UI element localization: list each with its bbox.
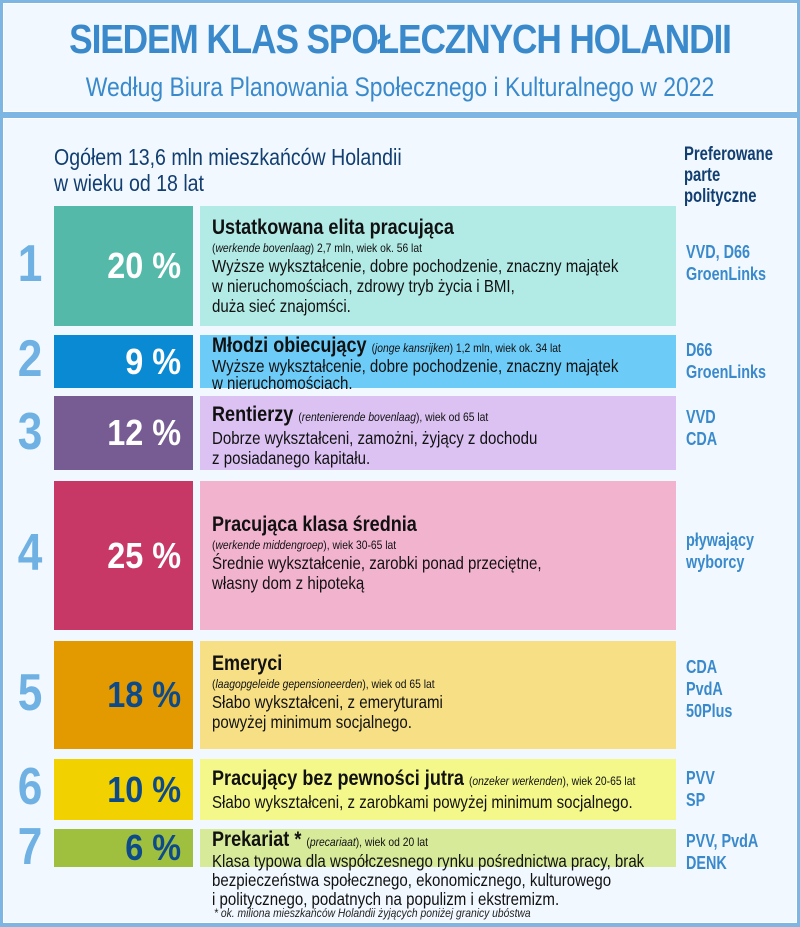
class-panel xyxy=(200,206,676,326)
party: GroenLinks xyxy=(686,264,767,284)
original-name: jonge kansrijken xyxy=(375,341,450,355)
class-name-text: Młodzi obiecujący xyxy=(212,334,367,357)
class-description xyxy=(212,553,542,593)
parties-header-line-3: polityczne xyxy=(684,186,757,207)
percent-box xyxy=(54,481,193,630)
class-original: (werkende bovenlaag) 2,7 mln, wiek ok. 56 lat xyxy=(212,241,422,255)
page-title: SIEDEM KLAS SPOŁECZNYCH HOLANDII xyxy=(69,16,731,62)
percent-box xyxy=(54,641,193,749)
description-line: Słabo wykształceni, z zarobkami powyżej minimum socjalnego. xyxy=(212,792,633,812)
class-text xyxy=(212,652,443,732)
party: VVD, D66 xyxy=(686,242,751,262)
class-row-1 xyxy=(4,206,798,326)
rank-number: 5 xyxy=(17,664,43,722)
class-name xyxy=(212,336,618,358)
original-name: werkende middengroep xyxy=(215,538,324,552)
description-line: w nieruchomościach, zdrowy tryb życia i BMI, xyxy=(212,276,515,296)
percent-value: 20 % xyxy=(107,245,181,286)
description-line: z posiadanego kapitału. xyxy=(212,448,371,468)
percent-box xyxy=(54,829,193,867)
parties-header-line-1: Preferowane xyxy=(684,144,773,165)
class-panel xyxy=(200,334,676,393)
description-line: i politycznego, podatnych na populizm i ekstremizm. xyxy=(212,889,560,909)
preferred-parties xyxy=(686,656,732,722)
class-row-6 xyxy=(4,759,798,820)
class-description xyxy=(212,256,618,316)
party: GroenLinks xyxy=(686,362,767,382)
description-line: własny dom z hipoteką xyxy=(212,573,365,593)
class-row-5 xyxy=(4,641,798,749)
description-line: Średnie wykształcenie, zarobki ponad przeciętne, xyxy=(212,553,542,573)
class-text xyxy=(212,216,618,316)
rank-number: 4 xyxy=(17,524,43,582)
class-details: , wiek od 65 lat xyxy=(419,410,489,424)
class-panel xyxy=(200,481,676,630)
class-description xyxy=(212,792,635,812)
rank-number: 7 xyxy=(17,818,43,876)
percent-box xyxy=(54,206,193,326)
preferred-parties xyxy=(686,767,715,811)
party: wyborcy xyxy=(686,552,745,572)
class-details: , wiek 30-65 lat xyxy=(326,538,397,552)
description-line: powyżej minimum socjalnego. xyxy=(212,712,412,732)
class-text xyxy=(212,768,635,812)
class-row-3 xyxy=(4,396,798,470)
preferred-parties xyxy=(686,406,717,450)
rank-number: 3 xyxy=(17,403,43,461)
original-name: laagopgeleide gepensioneerden xyxy=(215,677,363,691)
percent-box xyxy=(54,335,193,388)
party: VVD xyxy=(686,407,716,427)
main-panel xyxy=(3,118,797,923)
description-line: Wyższe wykształcenie, dobre pochodzenie, znaczny majątek xyxy=(212,256,619,276)
footnote: * ok. miliona mieszkańców Holandii żyjących poniżej granicy ubóstwa xyxy=(214,906,531,920)
preferred-parties xyxy=(686,339,766,383)
parties-header-line-2: parte xyxy=(684,165,721,186)
class-name-text: Pracujący bez pewności jutra xyxy=(212,767,464,790)
class-details: , wiek od 20 lat xyxy=(359,835,429,849)
percent-value: 9 % xyxy=(125,340,181,382)
party: PVV xyxy=(686,768,715,788)
preferred-parties xyxy=(686,529,754,573)
class-panel xyxy=(200,759,676,820)
description-line: Wyższe wykształcenie, dobre pochodzenie, znaczny majątek xyxy=(212,356,619,376)
class-details: , wiek 20-65 lat xyxy=(565,774,636,788)
population-intro xyxy=(54,144,402,196)
class-panel xyxy=(200,396,676,470)
class-panel xyxy=(200,641,676,749)
class-description xyxy=(212,692,443,732)
class-text xyxy=(212,404,537,468)
class-name: Emeryci xyxy=(212,652,283,675)
class-name xyxy=(212,830,644,852)
class-details: 2,7 mln, wiek ok. 56 lat xyxy=(314,241,422,255)
party: pływający xyxy=(686,530,755,550)
class-row-2 xyxy=(4,330,798,393)
rank-number: 6 xyxy=(17,758,43,816)
description-line: bezpieczeństwa społecznego, ekonomicznego, kulturowego xyxy=(212,870,612,890)
original-name: onzeker werkenden xyxy=(472,774,563,788)
rank-number: 2 xyxy=(17,330,43,388)
class-text xyxy=(212,513,542,593)
class-description xyxy=(212,428,537,468)
header xyxy=(3,3,797,112)
class-original: (rentenierende bovenlaag), wiek od 65 lat xyxy=(298,410,489,424)
description-line: w nieruchomościach. xyxy=(212,373,353,393)
class-original: (werkende middengroep), wiek 30-65 lat xyxy=(212,538,397,552)
percent-value: 25 % xyxy=(107,534,181,576)
description-line: Słabo wykształceni, z emeryturami xyxy=(212,692,443,712)
percent-box xyxy=(54,396,193,470)
party: PvdA xyxy=(686,679,723,699)
description-line: duża sieć znajomści. xyxy=(212,296,351,316)
description-line: Klasa typowa dla współczesnego rynku pośrednictwa pracy, brak xyxy=(212,851,645,871)
class-name-text: Prekariat * xyxy=(212,828,302,851)
party: D66 xyxy=(686,340,713,360)
party: CDA xyxy=(686,429,718,449)
description-line: Dobrze wykształceni, zamożni, żyjący z dochodu xyxy=(212,428,538,448)
page-subtitle: Według Biura Planowania Społecznego i Kulturalnego w 2022 xyxy=(85,72,715,102)
class-name xyxy=(212,768,635,792)
class-original: (laagopgeleide gepensioneerden), wiek od 65 lat xyxy=(212,677,435,691)
percent-value: 6 % xyxy=(125,827,181,868)
class-original: (precariaat), wiek od 20 lat xyxy=(306,835,429,849)
class-description xyxy=(212,852,644,909)
party: CDA xyxy=(686,657,718,677)
original-name: rentenierende bovenlaag xyxy=(301,410,416,424)
party: DENK xyxy=(686,853,727,873)
rank-number: 1 xyxy=(17,235,43,293)
class-row-7 xyxy=(4,818,798,909)
party: 50Plus xyxy=(686,701,733,721)
class-text xyxy=(212,830,644,909)
party: SP xyxy=(686,790,706,810)
class-name: Pracująca klasa średnia xyxy=(212,513,417,536)
class-details: 1,2 mln, wiek ok. 34 lat xyxy=(453,341,561,355)
preferred-parties xyxy=(686,241,766,285)
original-name: werkende bovenlaag xyxy=(215,241,311,255)
class-text xyxy=(212,336,618,392)
percent-value: 12 % xyxy=(107,412,181,453)
party: PVV, PvdA xyxy=(686,831,759,851)
percent-value: 18 % xyxy=(107,674,181,715)
intro-line-2: w wieku od 18 lat xyxy=(54,170,204,196)
class-description xyxy=(212,358,618,392)
class-details: , wiek od 65 lat xyxy=(365,677,435,691)
percent-value: 10 % xyxy=(107,768,181,810)
class-original: (onzeker werkenden), wiek 20-65 lat xyxy=(468,774,636,788)
class-original: (jonge kansrijken) 1,2 mln, wiek ok. 34 lat xyxy=(371,341,561,355)
percent-box xyxy=(54,759,193,820)
original-name: precariaat xyxy=(309,835,356,849)
class-row-4 xyxy=(4,481,798,630)
class-name xyxy=(212,404,537,428)
class-name: Ustatkowana elita pracująca xyxy=(212,216,454,239)
class-name-text: Rentierzy xyxy=(212,403,294,426)
preferred-parties xyxy=(686,830,758,874)
parties-column-header xyxy=(684,144,773,207)
intro-line-1: Ogółem 13,6 mln mieszkańców Holandii xyxy=(54,144,402,170)
